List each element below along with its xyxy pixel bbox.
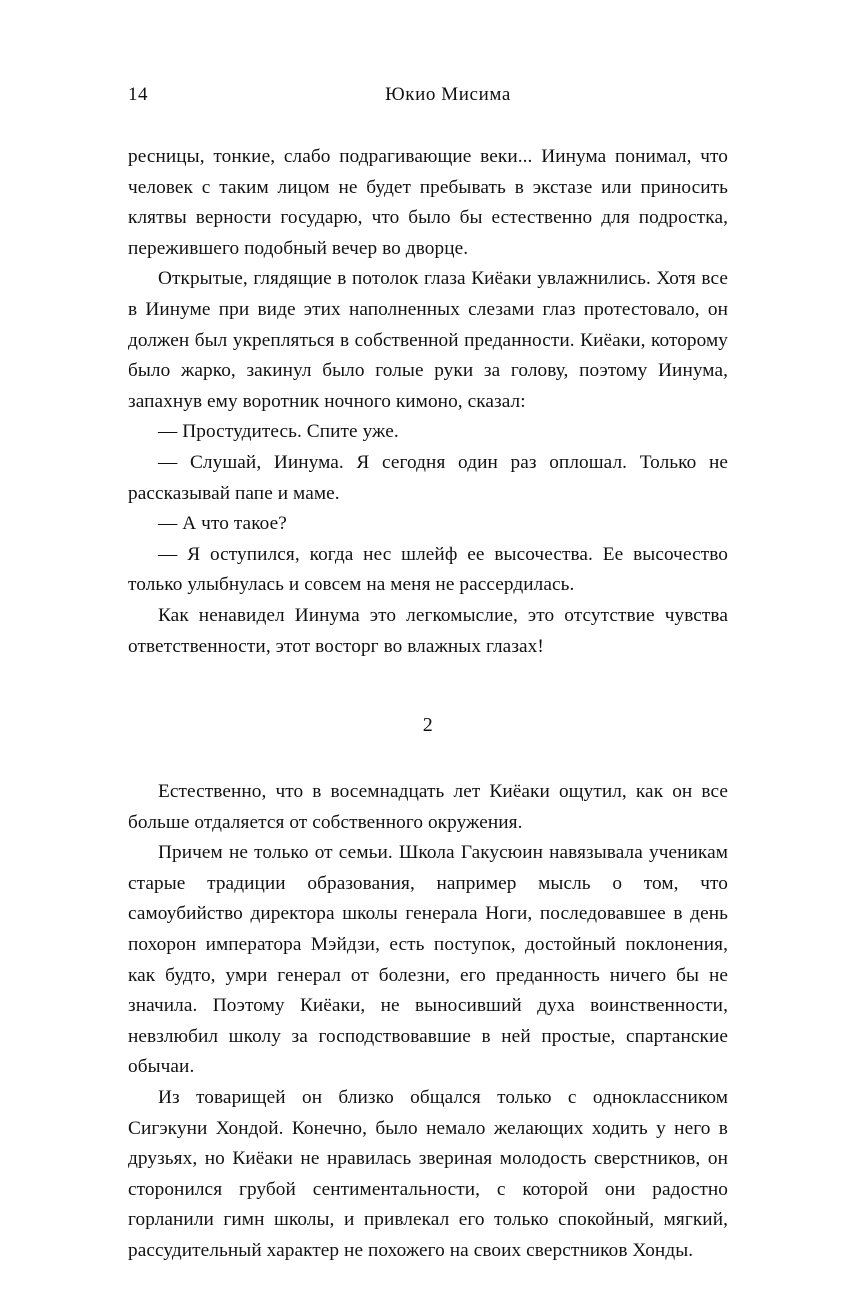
paragraph: Естественно, что в восемнадцать лет Киёаки ощутил, как он все больше отдаляется от собственного окружения. (128, 781, 728, 833)
dialogue-line: — А что такое? (158, 513, 287, 535)
paragraph: Открытые, глядящие в потолок глаза Киёаки увлажнились. Хотя все в Иинуме при виде этих наполненных слезами глаз протестовало, он должен был укрепляться в собственной преданности. Киёаки, которому было жарко, закинул было голые руки за голову, поэтому Иинума, запахнув ему воротник ночного кимоно, сказал: (128, 268, 728, 412)
paragraph: ресницы, тонкие, слабо подрагивающие веки... Иинума понимал, что человек с таким лицом не будет пребывать в экстазе или приносить клятвы верности государю, что было бы естественно для подростка, пережившего подобный вечер во дворце. (128, 146, 728, 259)
page-number: 14 (128, 84, 148, 105)
chapter-number: 2 (422, 714, 434, 737)
running-head-title: Юкио Мисима (385, 84, 511, 105)
section-two-body (128, 777, 728, 1267)
page-content (128, 84, 728, 1267)
paragraph: Из товарищей он близко общался только с одноклассником Сигэкуни Хондой. Конечно, было немало желающих ходить у него в друзьях, но Киёаки не нравилась звериная молодость сверстников, он сторонился грубой сентиментальности, с которой они радостно горланили гимн школы, и привлекал его только спокойный, мягкий, рассудительный характер не похожего на своих сверстников Хонды. (128, 1087, 728, 1261)
dialogue-line: — Слушай, Иинума. Я сегодня один раз оплошал. Только не рассказывай папе и маме. (128, 451, 728, 504)
paragraph: Причем не только от семьи. Школа Гакусюин навязывала ученикам старые традиции образования, например мысль о том, что самоубийство директора школы генерала Ноги, последовавшее в день похорон императора Мэйдзи, есть поступок, достойный поклонения, как будто, умри генерал от болезни, его преданность ничего бы не значила. Поэтому Киёаки, не выносивший духа воинственности, невзлюбил школу за господствовавшие в ней простые, спартанские обычаи. (128, 842, 728, 1078)
running-head (128, 84, 728, 108)
dialogue-line: — Я оступился, когда нес шлейф ее высочества. Ее высочество только улыбнулась и совсем на меня не рассердилась. (128, 543, 728, 596)
section-one-body (128, 142, 728, 662)
dialogue-line: — Простудитесь. Спите уже. (158, 421, 399, 443)
paragraph: Как ненавидел Иинума это легкомыслие, это отсутствие чувства ответственности, этот восторг во влажных глазах! (128, 604, 728, 657)
